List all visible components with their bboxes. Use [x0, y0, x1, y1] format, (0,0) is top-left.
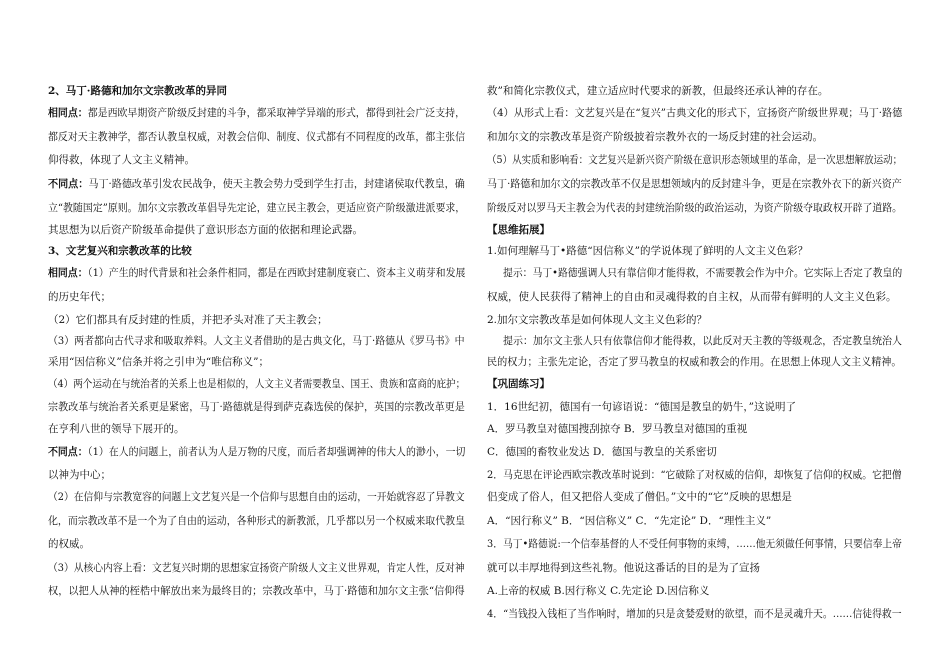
- s2-same-label: 相同点：: [48, 107, 88, 119]
- s3-diff-line-1: [48, 445, 465, 459]
- p5-line-2: 马丁·路德和加尔文的宗教改革不仅是思想领域内的反封建斗争，更是在宗教外衣下的新兴资产: [487, 178, 902, 190]
- practice-heading: 【巩固练习】: [487, 378, 550, 390]
- s2-same-line-2: 都反对天主教神学，都否认教皇权威，对教会信仰、制度、仪式都有不同程度的改革，都主张信: [48, 131, 466, 143]
- exercise-2-line-2: 侣变成了俗人，但又把俗人变成了僧侣。”文中的“它”反映的思想是: [487, 491, 792, 503]
- s3-same-text-1: （1）产生的时代背景和社会条件相同，都是在西欧封建制度衰亡、资本主义萌芽和发展: [87, 267, 466, 279]
- section-3-heading: 3、文艺复兴和宗教改革的比较: [48, 245, 192, 257]
- question-2: 2.加尔文宗教改革是如何体现人文主义色彩的？: [487, 314, 708, 326]
- exercise-4-line-1: 4．“当钱投入钱柜了当作响时，增加的只是贪婪爱财的欲望，而不是灵魂升天。……信徒得救一: [487, 608, 902, 620]
- section-2-heading: 2、马丁·路德和加尔文宗教改革的异同: [48, 85, 227, 97]
- exercise-3-line-1: 3．马丁•路德说:一个信奉基督的人不受任何事物的束缚，……他无须做任何事情，只要信奉上帝: [487, 538, 902, 550]
- exercise-1: 1．16世纪初，德国有一句谚语说：“德国是教皇的奶牛，”这说明了: [487, 401, 797, 413]
- s3-same-line-8: 在亨利八世的领导下展开的。: [48, 423, 185, 435]
- p5-line-1: （5）从实质和影响看：文艺复兴是新兴资产阶级在意识形态领域里的革命，是一次思想解放运动；: [487, 154, 903, 166]
- s3-diff-line-6: （3）从核心内容上看：文艺复兴时期的思想家宣扬资产阶级人文主义世界观，肯定人性，反对神: [48, 562, 465, 574]
- s3-same-line-5: 采用“因信称义”信条并将之引申为“唯信称义”；: [48, 356, 269, 368]
- s3-same-line-7: 宗教改革与统治者关系更是紧密，马丁·路德就是得到萨克森选侯的保护，英国的宗教改革更是: [48, 401, 465, 413]
- exercise-1-options-ab: A．罗马教皇对德国搜刮掠夺 B．罗马教皇对德国的重视: [487, 423, 748, 435]
- exercise-2-options: A．“因行称义” B．“因信称义” C．“先定论” D．“理性主义”: [487, 515, 772, 527]
- s3-same-line-1: [48, 266, 465, 280]
- s3-diff-line-4: 化，而宗教改革不是一个为了自由的运动，各种形式的新教派，几乎都以另一个权威来取代教皇: [48, 515, 466, 527]
- extension-heading: 【思维拓展】: [487, 224, 550, 236]
- question-1: 1.如何理解马丁•路德“因信称义”的学说体现了鲜明的人文主义色彩？: [487, 245, 808, 257]
- s3-diff-line-7: 权，以把人从神的桎梏中解放出来为最终目的；宗教改革中，马丁·路德和加尔文主张“信仰得: [48, 585, 465, 597]
- s2-diff-line-3: 其思想为以后资产阶级革命提供了意识形态方面的依据和理论武器。: [48, 224, 363, 236]
- p4-line-2: 和加尔文的宗教改革是资产阶级披着宗教外衣的一场反封建的社会运动。: [487, 131, 823, 143]
- s3-diff-line-5: 的权威。: [48, 538, 90, 550]
- answer-2-line-1: 提示：加尔文主张人只有依靠信仰才能得救，以此反对天主教的等级观念，否定教皇统治人: [503, 335, 902, 347]
- p4-line-1: （4）从形式上看：文艺复兴是在“复兴”古典文化的形式下，宣扬资产阶级世界观；马丁·路德: [487, 107, 903, 119]
- s2-diff-line-2: 立“教随国定”原则。加尔文宗教改革倡导先定论，建立民主教会，更适应资产阶级激进派要求，: [48, 202, 466, 214]
- exercise-3-line-2: 就可以丰厚地得到这些礼物。他说这番话的目的是为了宣扬: [487, 562, 760, 574]
- s3-diff-text-1: （1）在人的问题上，前者认为人是万物的尺度，而后者却强调神的伟大人的渺小，一切: [87, 446, 466, 458]
- s3-same-label: 相同点：: [48, 267, 88, 279]
- s3-diff-line-3: （2）在信仰与宗教宽容的问题上文艺复兴是一个信仰与思想自由的运动，一开始就容忍了异教文: [48, 491, 465, 503]
- answer-1-line-2: 权威，使人民获得了精神上的自由和灵魂得救的自主权，从而带有鲜明的人文主义色彩。: [487, 291, 897, 303]
- s2-same-line-1: [48, 106, 465, 120]
- s2-diff-text-1: 马丁·路德改革引发农民战争，使天主教会势力受到学生打击，封建诸侯取代教皇，确: [88, 178, 465, 190]
- cont-line-1: 救”和简化宗教仪式，建立适应时代要求的新教，但最终还承认神的存在。: [487, 85, 829, 97]
- s2-same-text-1: 都是西欧早期资产阶级反封建的斗争，都采取神学异端的形式，都得到社会广泛支持，: [87, 107, 466, 119]
- s3-same-line-4: （3）两者都向古代寻求和吸取养料。人文主义者借助的是古典文化，马丁·路德从《罗马书》中: [48, 335, 465, 347]
- exercise-3-options: A.上帝的权威 B.因行称义 C.先定论 D.因信称义: [487, 585, 710, 597]
- s2-same-line-3: 仰得救，体现了人文主义精神。: [48, 154, 195, 166]
- s3-same-line-6: （4）两个运动在与统治者的关系上也是相似的，人文主义者需要教皇、国王、贵族和富商的庇护；: [48, 378, 466, 390]
- s2-diff-label: 不同点：: [48, 178, 89, 190]
- s3-diff-label: 不同点：: [48, 446, 88, 458]
- s3-same-line-2: 的历史年代；: [48, 291, 111, 303]
- s3-same-line-3: （2）它们都具有反封建的性质，并把矛头对准了天主教会；: [48, 314, 328, 326]
- answer-2-line-2: 民的权力；主张先定论，否定了罗马教皇的权威和教会的作用。在思想上体现人文主义精神。: [487, 356, 902, 368]
- exercise-2-line-1: 2．马克思在评论西欧宗教改革时说到：“它破除了对权威的信仰，却恢复了信仰的权威。它把僧: [487, 469, 902, 481]
- answer-1-line-1: 提示：马丁•路德强调人只有靠信仰才能得救，不需要教会作为中介。它实际上否定了教皇的: [503, 267, 903, 279]
- s3-diff-line-2: 以神为中心；: [48, 469, 111, 481]
- p5-line-3: 阶级反对以罗马天主教会为代表的封建统治阶级的政治运动，为资产阶级夺取政权开辟了道路。: [487, 202, 902, 214]
- s2-diff-line-1: [48, 177, 465, 191]
- exercise-1-options-cd: C．德国的畜牧业发达 D．德国与教皇的关系密切: [487, 446, 717, 458]
